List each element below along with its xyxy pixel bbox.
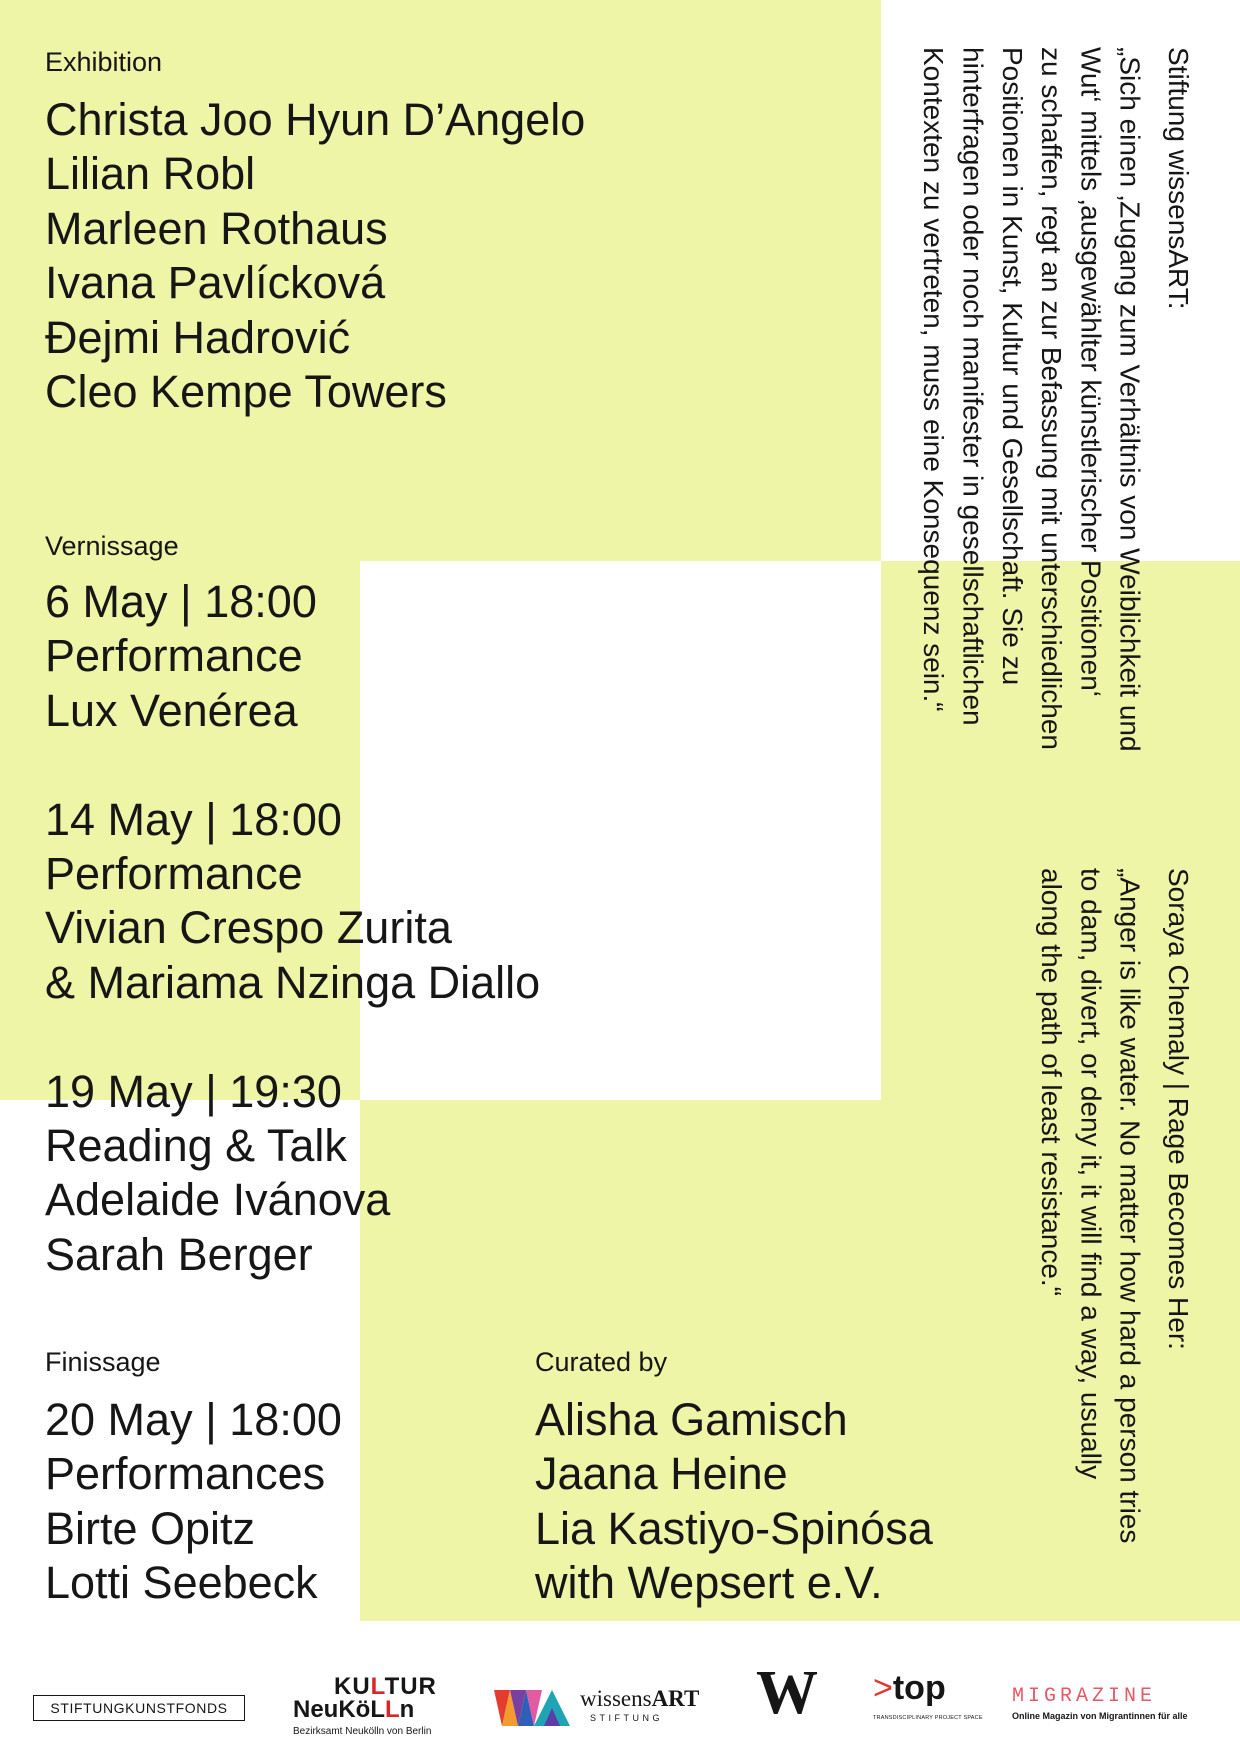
quote-line: hinterfragen oder noch manifester in gesellschaftlichen: [957, 47, 989, 726]
artist-name: Cleo Kempe Towers: [45, 365, 447, 417]
logo-text-part: top: [892, 1669, 946, 1707]
artist-list: [45, 93, 585, 419]
event-type: Reading & Talk: [45, 1119, 347, 1171]
event-type: Performance: [45, 630, 303, 682]
logo-text: NeuKöL: [293, 1696, 385, 1723]
stiftung-kunstfonds-logo: [33, 1695, 245, 1721]
logo-text-line: [293, 1698, 443, 1722]
quote-line: to dam, divert, or deny it, it will find a way, usually: [1075, 868, 1107, 1480]
event-person: Vivian Crespo Zurita: [45, 902, 452, 954]
logo-text: [873, 1670, 983, 1706]
vernissage-program: [45, 575, 540, 1282]
logo-subtitle: Bezirksamt Neukölln von Berlin: [293, 1726, 432, 1737]
quote-line: Positionen in Kunst, Kultur und Gesellschaft. Sie zu: [996, 47, 1028, 686]
migrazine-logo: [1012, 1686, 1188, 1722]
w-logo: W: [756, 1659, 818, 1727]
logo-text-part: wissens: [580, 1686, 652, 1711]
curator-name: Jaana Heine: [535, 1448, 788, 1500]
statement-quote: [914, 47, 1150, 752]
statement-wissensart: [914, 47, 1198, 752]
event-datetime: 19 May | 19:30: [45, 1065, 342, 1117]
statement-quote: [1032, 868, 1150, 1543]
arrow-icon: >: [873, 1669, 893, 1707]
multicolor-triangles-icon: [494, 1688, 572, 1728]
vernissage-label: Vernissage: [45, 531, 179, 561]
artist-name: Christa Joo Hyun D’Angelo: [45, 94, 586, 145]
curator-name: Lia Kastiyo-Spinósa: [535, 1502, 933, 1554]
logo-text: KUNSTFONDS: [125, 1700, 228, 1716]
quote-line: „Sich einen ‚Zugang zum Verhältnis von Weiblichkeit und: [1114, 47, 1146, 752]
event-entry: [45, 1065, 540, 1283]
kultur-neukoelln-logo: [293, 1673, 443, 1738]
event-person: Sarah Berger: [45, 1228, 313, 1280]
curator-list: [535, 1393, 933, 1611]
event-person: Adelaide Ivánova: [45, 1174, 391, 1226]
finissage-program: [45, 1393, 342, 1611]
statement-source: Soraya Chemaly | Rage Becomes Her:: [1163, 868, 1194, 1350]
logo-text: MIGRAZINE: [1012, 1685, 1157, 1708]
artist-name: Ivana Pavlícková: [45, 257, 386, 309]
statement-chemaly: [1032, 868, 1198, 1543]
event-datetime: 14 May | 18:00: [45, 793, 342, 845]
logo-subtitle: TRANSDISCIPLINARY PROJECT SPACE: [873, 1715, 983, 1721]
statement-source: Stiftung wissensART:: [1163, 47, 1194, 310]
curator-name: Alisha Gamisch: [535, 1394, 848, 1445]
curated-by-label: Curated by: [535, 1347, 668, 1377]
quote-line: Wut‘ mittels ‚ausgewählter künstlerischer Positionen‘: [1075, 47, 1107, 697]
logo-text: STIFTUNG: [50, 1700, 126, 1716]
top-project-space-logo: [873, 1670, 983, 1722]
event-person: & Mariama Nzinga Diallo: [45, 956, 541, 1008]
event-person: Lux Venérea: [45, 684, 298, 736]
finissage-label: Finissage: [45, 1347, 161, 1377]
event-entry: [45, 793, 540, 1011]
logo-subtitle: Online Magazin von Migrantinnen für alle: [1012, 1711, 1188, 1721]
artist-name: Marleen Rothaus: [45, 202, 388, 254]
event-type: Performances: [45, 1448, 326, 1500]
logo-text: [580, 1686, 699, 1712]
logo-text: TUR: [384, 1673, 437, 1700]
event-datetime: 20 May | 18:00: [45, 1394, 342, 1445]
logo-subtitle: STIFTUNG: [590, 1713, 663, 1723]
logo-text-accent: L: [370, 1673, 385, 1700]
event-datetime: 6 May | 18:00: [45, 576, 317, 627]
exhibition-label: Exhibition: [45, 47, 163, 77]
wissensart-logo: [580, 1686, 699, 1724]
quote-line: „Anger is like water. No matter how hard a person tries: [1114, 868, 1146, 1544]
artist-name: Lilian Robl: [45, 148, 256, 200]
logo-text-accent: L: [385, 1696, 400, 1723]
event-person: Birte Opitz: [45, 1502, 256, 1554]
logo-text: n: [399, 1696, 415, 1723]
artist-name: Đejmi Hadrović: [45, 311, 351, 363]
quote-line: Kontexten zu vertreten, muss eine Konsequenz sein.“: [918, 47, 950, 712]
quote-line: zu schaffen, regt an zur Befassung mit unterschiedlichen: [1036, 47, 1068, 750]
event-type: Performance: [45, 847, 303, 899]
logo-text-line: [334, 1673, 443, 1700]
logo-text: KU: [334, 1673, 371, 1700]
curator-name: with Wepsert e.V.: [535, 1557, 883, 1609]
quote-line: along the path of least resistance.“: [1036, 868, 1068, 1297]
event-entry: [45, 575, 540, 738]
event-person: Lotti Seebeck: [45, 1557, 318, 1609]
logo-text-part: ART: [651, 1686, 700, 1711]
